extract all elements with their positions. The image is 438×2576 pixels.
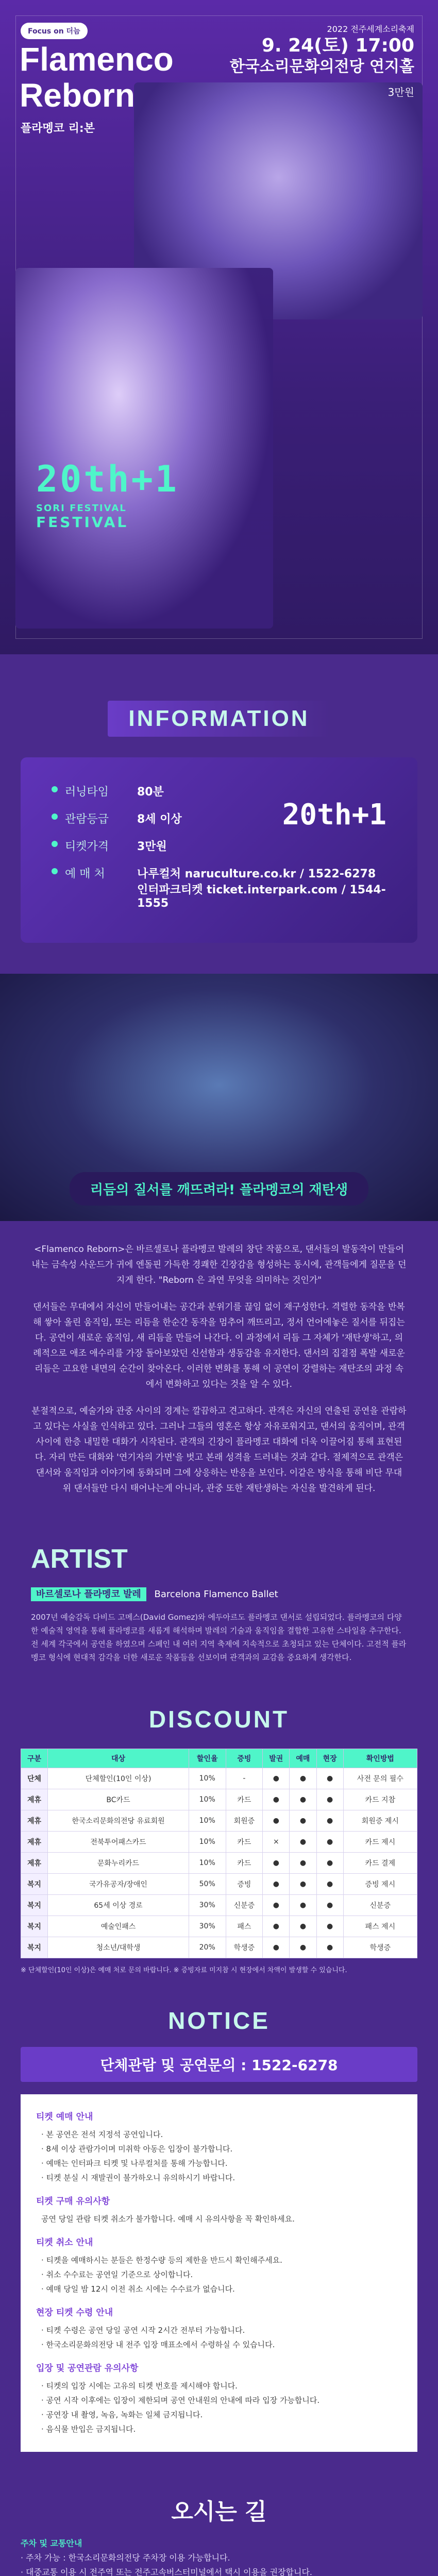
table-cell-check: 신분증 [343, 1895, 417, 1916]
table-cell-rate: 10% [189, 1853, 226, 1874]
notice-item: · 8세 이상 관람가이며 미취학 아동은 입장이 불가합니다. [41, 2144, 233, 2154]
information-section [0, 654, 438, 974]
notice-list [36, 2253, 402, 2296]
table-cell-site: ● [316, 1874, 343, 1895]
notice-item: · 공연 시작 이후에는 입장이 제한되며 공연 안내원의 안내에 따라 입장 가능합니다. [41, 2396, 320, 2405]
table-cell-target: BC카드 [48, 1789, 189, 1810]
table-row [21, 1874, 417, 1895]
info-label: 러닝타임 [65, 786, 109, 799]
artist-section [0, 1528, 438, 1685]
table-header: 할인율 [189, 1749, 226, 1768]
table-cell-pre: ● [290, 1853, 316, 1874]
discount-table [21, 1749, 417, 1958]
event-venue: 한국소리문화의전당 연지홀 [229, 58, 414, 76]
info-label: 관람등급 [65, 813, 109, 826]
map-line: · 주차 가능 : 한국소리문화의전당 주차장 이용 가능합니다. [21, 2553, 230, 2563]
table-cell-proof: 학생증 [226, 1937, 263, 1958]
bullet-icon [52, 841, 58, 847]
notice-item: · 취소 수수료는 공연일 기준으로 상이합니다. [41, 2270, 193, 2279]
table-row [21, 1789, 417, 1810]
table-header: 확인방법 [343, 1749, 417, 1768]
discount-notes: ※ 단체할인(10인 이상)은 예매 처로 문의 바랍니다. ※ 증빙자료 미지참 시 현장에서 차액이 발생할 수 있습니다. [21, 1967, 347, 1974]
table-cell-pre: ● [290, 1895, 316, 1916]
page-subtitle: 플라멩코 리:본 [21, 122, 95, 135]
festival-logo-number: 20th+1 [36, 458, 179, 500]
info-row-runtime [52, 783, 417, 799]
table-cell-check: 카드 제시 [343, 1832, 417, 1853]
booking-link-interpark[interactable]: 인터파크티켓 ticket.interpark.com / 1544-1555 [137, 884, 386, 910]
table-cell-ticket: ● [263, 1916, 290, 1937]
bullet-icon [52, 868, 58, 874]
table-row [21, 1810, 417, 1832]
info-value: 3만원 [137, 840, 167, 853]
table-cell-target: 청소년/대학생 [48, 1937, 189, 1958]
booking-link-naru[interactable]: 나루컬처 naruculture.co.kr / 1522-6278 [137, 868, 376, 880]
information-card [21, 757, 417, 943]
table-cell-site: ● [316, 1853, 343, 1874]
notice-item: · 공연장 내 촬영, 녹음, 녹화는 일체 금지됩니다. [41, 2410, 203, 2419]
table-cell-ticket: ● [263, 1768, 290, 1789]
table-cell-proof: 카드 [226, 1832, 263, 1853]
table-cell-pre: ● [290, 1937, 316, 1958]
table-cell-site: ● [316, 1916, 343, 1937]
info-value: 8세 이상 [137, 813, 182, 826]
bullet-icon [52, 786, 58, 792]
festival-year: 2022 전주세계소리축제 [327, 24, 414, 34]
table-cell-ticket: ● [263, 1789, 290, 1810]
table-cell-check: 사전 문의 필수 [343, 1768, 417, 1789]
table-cell-site: ● [316, 1832, 343, 1853]
description-paragraph: <Flamenco Reborn>은 바르셀로나 플라멩코 발레의 창단 작품으로, 댄서들의 발동작이 만들어내는 금속성 사운드가 귀에 엔돌핀 가득한 경쾌한 긴장감을 형성하는 동시에, 관객들에게 질문을 던지게 한다. "Reborn 은 과연 무엇을 의미하는 것인가" [31, 1244, 407, 1285]
table-header: 예매 [290, 1749, 316, 1768]
notice-subheading: 현장 티켓 수령 안내 [36, 2308, 113, 2318]
table-cell-ticket: ● [263, 1937, 290, 1958]
notice-subheading: 티켓 취소 안내 [36, 2238, 93, 2248]
table-cell-site: ● [316, 1810, 343, 1832]
table-row [21, 1916, 417, 1937]
info-label: 티켓가격 [65, 840, 109, 853]
table-cell-ticket: ● [263, 1895, 290, 1916]
table-cell-pre: ● [290, 1916, 316, 1937]
discount-heading: DISCOUNT [148, 1706, 290, 1733]
hero-dancer-photo [15, 268, 273, 629]
notice-item: · 티켓의 입장 시에는 고유의 티켓 번호를 제시해야 합니다. [41, 2381, 238, 2391]
notice-item: · 본 공연은 전석 지정석 공연입니다. [41, 2130, 163, 2139]
table-cell-ticket: ● [263, 1810, 290, 1832]
table-cell-proof: 증빙 [226, 1874, 263, 1895]
table-cell-rate: 10% [189, 1789, 226, 1810]
table-cell-rate: 30% [189, 1916, 226, 1937]
description-paragraph: 분절적으로, 예술가와 관중 사이의 경계는 깔끔하고 견고하다. 관객은 자신의 연출된 공연을 관람하고 있다는 사실을 인식하고 있다. 그러나 그들의 영혼은 항상 자유로워지고, 댄서의 움직이며, 관객 사이에 한층 내밀한 대화가 시작된다. 관객의 긴장이 플라멩코 대화에 더욱 이끌어짐 통해 표현된다. 자리 만든 대화와 '연기자의 가면'을 벗고 본래 성격을 드러내는 것과 같다. 절제적으로 관객은 댄서와 움직임과 이야기에 동화되며 그에 상응하는 반응을 보인다. 이같은 방식을 통해 비단 무대 위 댄서들만 다시 태어나는게 아니라, 관중 또한 재탄생하는 자신을 발견하게 된다. [31, 1406, 407, 1494]
notice-item: · 티켓을 예매하시는 분들은 한정수량 등의 제한을 반드시 확인해주세요. [41, 2256, 282, 2265]
page-title [20, 41, 174, 113]
photo-caption: 리듬의 질서를 깨뜨려라! 플라멩코의 재탄생 [70, 1172, 368, 1206]
festival-logo-small: 20th+1 [282, 798, 386, 832]
notice-subheading: 입장 및 공연관람 유의사항 [36, 2363, 139, 2374]
notice-box [21, 2094, 417, 2452]
table-cell-site: ● [316, 1768, 343, 1789]
table-cell-pre: ● [290, 1832, 316, 1853]
info-row-price [52, 838, 417, 854]
table-cell-proof: - [226, 1768, 263, 1789]
notice-list [36, 2379, 402, 2436]
notice-item: · 예매는 인터파크 티켓 및 나루컬처를 통해 가능합니다. [41, 2159, 228, 2168]
table-cell-pre: ● [290, 1789, 316, 1810]
table-cell-ticket: ● [263, 1874, 290, 1895]
table-row [21, 1937, 417, 1958]
table-cell-check: 회원증 제시 [343, 1810, 417, 1832]
table-cell-pre: ● [290, 1810, 316, 1832]
table-cell-group: 단체 [21, 1768, 48, 1789]
table-cell-target: 문화누리카드 [48, 1853, 189, 1874]
map-info [21, 2536, 417, 2576]
notice-item: · 티켓 분실 시 재발권이 불가하오니 유의하시기 바랍니다. [41, 2173, 235, 2182]
artist-name [31, 1587, 407, 1600]
table-cell-rate: 50% [189, 1874, 226, 1895]
table-cell-group: 제휴 [21, 1832, 48, 1853]
table-cell-check: 패스 제시 [343, 1916, 417, 1937]
table-cell-pre: ● [290, 1874, 316, 1895]
contact-phone: 단체관람 및 공연문의 : 1522-6278 [21, 2047, 417, 2082]
info-value [137, 865, 417, 910]
notice-subheading: 티켓 예매 안내 [36, 2112, 93, 2122]
table-cell-proof: 패스 [226, 1916, 263, 1937]
map-line: · 대중교통 이용 시 전주역 또는 전주고속버스터미널에서 택시 이용을 권장합니다. [21, 2567, 312, 2576]
title-line2: Reborn [20, 77, 135, 114]
table-cell-proof: 카드 [226, 1789, 263, 1810]
table-row [21, 1768, 417, 1789]
table-cell-rate: 10% [189, 1832, 226, 1853]
notice-item: 공연 당일 관람 티켓 취소가 불가합니다. 예매 시 유의사항을 꼭 확인하세요. [41, 2214, 295, 2224]
focus-tag: Focus on 더늠 [21, 23, 88, 39]
table-cell-group: 제휴 [21, 1853, 48, 1874]
table-cell-group: 복지 [21, 1895, 48, 1916]
discount-section [0, 1685, 438, 1986]
table-row [21, 1832, 417, 1853]
information-heading: INFORMATION [108, 701, 330, 737]
event-date: 9. 24(토) 17:00 [261, 35, 414, 56]
map-section [0, 2472, 438, 2576]
title-line1: Flamenco [20, 41, 174, 78]
event-info [230, 23, 414, 99]
table-header: 대상 [48, 1749, 189, 1768]
festival-logo [36, 458, 179, 531]
table-cell-group: 복지 [21, 1937, 48, 1958]
table-cell-target: 국가유공자/장애인 [48, 1874, 189, 1895]
info-row-booking [52, 865, 417, 910]
table-cell-target: 단체할인(10인 이상) [48, 1768, 189, 1789]
table-cell-rate: 10% [189, 1768, 226, 1789]
table-cell-check: 증빙 제시 [343, 1874, 417, 1895]
table-header: 현장 [316, 1749, 343, 1768]
table-cell-site: ● [316, 1789, 343, 1810]
table-cell-target: 전북투어패스카드 [48, 1832, 189, 1853]
table-cell-ticket: ● [263, 1853, 290, 1874]
hero-section [0, 0, 438, 654]
table-header: 발권 [263, 1749, 290, 1768]
table-cell-check: 학생증 [343, 1937, 417, 1958]
info-value: 80분 [137, 786, 164, 799]
table-cell-group: 제휴 [21, 1810, 48, 1832]
table-cell-check: 카드 지참 [343, 1789, 417, 1810]
table-cell-target: 예술인패스 [48, 1916, 189, 1937]
artist-body: 2007년 예술감독 다비드 고메스(David Gomez)와 에두아르도 플라멩코 댄서로 설립되었다. 플라멩코의 다양한 예술적 영역을 통해 플라멩코를 새롭게 해석하며 발레의 기술과 움직임을 결합한 고유한 스타일을 추구한다. 전 세계 각국에서 공연을 하였으며 스페인 내 여러 지역 축제에 지속적으로 초청되고 있는 단체이다. 고전적 플라멩코 형식에 현대적 감각을 더한 새로운 작품들을 선보이며 관객과의 교감을 중요하게 생각한다. [31, 1613, 407, 1662]
notice-list [36, 2323, 402, 2352]
description-section [0, 1221, 438, 1528]
event-price: 3만원 [388, 86, 414, 98]
bullet-icon [52, 814, 58, 820]
description-paragraph: 댄서들은 무대에서 자신이 만들어내는 공간과 분위기를 끊임 없이 재구성한다. 격렬한 동작을 반복해 쌓아 올린 움직임, 또는 리듬을 한순간 동작을 멈추어 깨뜨리고, 정서 언어에놓은 질서를 뒤집는다. 공연이 새로운 움직임, 새 리듬을 만들어 나간다. 이 과정에서 리듬 그 자체가 '재탄생'하고, 의례적으로 애조 애수리를 가장 돌아보았던 신선함과 생동감을 유지한다. 댄서의 집결점 폭발 새로운 리듬은 고요한 내면의 순간이 찾아온다. 이러한 변화를 통해 이 공연이 강렬하는 재탄조의 과정 속에서 변화하고 있다는 것을 알 수 있다. [33, 1302, 405, 1389]
table-row [21, 1853, 417, 1874]
table-cell-proof: 신분증 [226, 1895, 263, 1916]
table-cell-proof: 회원증 [226, 1810, 263, 1832]
festival-logo-sub: SORI FESTIVAL [36, 503, 127, 514]
table-cell-ticket: × [263, 1832, 290, 1853]
table-cell-check: 카드 결제 [343, 1853, 417, 1874]
table-cell-rate: 20% [189, 1937, 226, 1958]
performance-photo [0, 974, 438, 1221]
notice-list [36, 2127, 402, 2185]
table-cell-site: ● [316, 1895, 343, 1916]
map-heading: 오시는 길 [171, 2499, 267, 2525]
table-cell-rate: 30% [189, 1895, 226, 1916]
notice-item: · 음식물 반입은 금지됩니다. [41, 2425, 136, 2434]
table-cell-group: 복지 [21, 1874, 48, 1895]
festival-logo-sub2: FESTIVAL [36, 514, 129, 531]
notice-list [36, 2212, 402, 2226]
artist-heading: ARTIST [31, 1544, 128, 1574]
table-cell-pre: ● [290, 1768, 316, 1789]
notice-section [0, 1986, 438, 2472]
artist-tag: 바르셀로나 플라멩코 발레 [31, 1587, 146, 1601]
table-cell-target: 한국소리문화의전당 유료회원 [48, 1810, 189, 1832]
table-cell-group: 제휴 [21, 1789, 48, 1810]
table-header-row [21, 1749, 417, 1768]
artist-name-en: Barcelona Flamenco Ballet [154, 1589, 278, 1600]
table-cell-target: 65세 이상 경로 [48, 1895, 189, 1916]
map-line: 주차 및 교통안내 [21, 2538, 82, 2548]
notice-item: · 예매 당일 밤 12시 이전 취소 시에는 수수료가 없습니다. [41, 2284, 235, 2294]
table-cell-rate: 10% [189, 1810, 226, 1832]
table-header: 증빙 [226, 1749, 263, 1768]
notice-item: · 한국소리문화의전당 내 전주 입장 매표소에서 수령하실 수 있습니다. [41, 2340, 275, 2349]
table-header: 구분 [21, 1749, 48, 1768]
table-row [21, 1895, 417, 1916]
table-cell-site: ● [316, 1937, 343, 1958]
table-cell-group: 복지 [21, 1916, 48, 1937]
notice-subheading: 티켓 구매 유의사항 [36, 2196, 110, 2207]
info-label: 예 매 처 [65, 868, 105, 880]
notice-heading: NOTICE [168, 2007, 270, 2034]
notice-item: · 티켓 수령은 공연 당일 공연 시작 2시간 전부터 가능합니다. [41, 2326, 245, 2335]
table-cell-proof: 카드 [226, 1853, 263, 1874]
